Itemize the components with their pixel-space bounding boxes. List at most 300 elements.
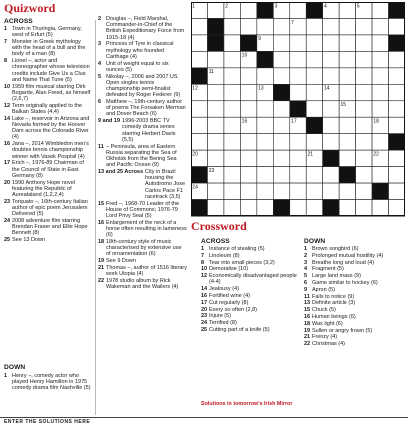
clue-text: Term originally applied to the Balkan States (4,4) [12,102,83,116]
grid-number: 12 [192,85,198,92]
grid-number: 18 [373,118,379,125]
grid-cell[interactable] [290,2,306,18]
crossword-down-list [304,246,404,348]
grid-cell[interactable] [372,18,388,34]
grid-cell[interactable] [290,51,306,67]
grid-cell[interactable] [207,2,223,18]
grid-cell[interactable] [323,183,339,199]
grid-cell[interactable] [273,167,289,183]
grid-cell[interactable] [389,101,405,117]
grid-cell[interactable] [191,101,207,117]
grid-cell[interactable] [356,134,372,150]
grid-cell[interactable] [323,167,339,183]
clue-number: 19 [304,327,311,334]
clue-item [304,280,404,286]
grid-cell[interactable] [240,167,256,183]
clue-item [98,74,187,99]
grid-cell[interactable] [257,101,273,117]
grid-cell[interactable] [207,51,223,67]
crossword-title: Crossword [191,219,247,233]
grid-cell[interactable] [224,150,240,166]
grid-cell[interactable] [290,68,306,84]
clue-number: 17 [201,299,208,306]
clue-number: 6 [304,279,308,286]
clue-text: Torquato –, 16th-century Italian author of epic poem Jerusalem Delivered (5) [12,198,88,218]
clue-item [304,266,404,272]
grid-cell[interactable] [240,18,256,34]
grid-number: 9 [258,36,261,43]
grid-cell[interactable] [372,200,388,216]
grid-cell[interactable] [191,18,207,34]
grid-cell[interactable] [389,51,405,67]
grid-block [290,101,306,117]
grid-cell[interactable] [372,84,388,100]
footer-strip: ENTER THE SOLUTIONS HERE [0,417,408,426]
crossword-down-heading: DOWN [304,238,326,245]
clue-text: Matthew –, 19th-century author of poems The Forsaken Merman and Dover Beach (6) [106,99,186,118]
grid-cell[interactable] [339,117,355,133]
clue-item [4,39,92,58]
clue-text: Jana –, 2014 Wimbledon men's doubles tennis championship winner with Vasek Pospisil (4) [12,141,89,160]
grid-cell[interactable] [339,84,355,100]
clue-item [304,328,404,334]
quizword-down-heading: DOWN [4,364,26,371]
grid-block [273,84,289,100]
clue-item [304,246,404,252]
clue-item [98,258,187,264]
clue-item [201,327,297,333]
grid-cell[interactable] [372,35,388,51]
grid-cell[interactable] [257,18,273,34]
clue-item [201,300,297,306]
grid-cell[interactable] [224,51,240,67]
grid-cell[interactable] [323,35,339,51]
grid-cell[interactable] [191,134,207,150]
grid-cell[interactable] [240,101,256,117]
grid-number: 13 [258,85,264,92]
clue-number: 14 [201,286,208,293]
grid-cell[interactable] [323,134,339,150]
clue-text: Henry –, comedy actor who played Henry Hamilton in 1975 comedy drama film Nashville (5) [12,373,91,392]
grid-cell[interactable] [224,134,240,150]
clue-text: Sullen or angry frown (5) [312,327,373,334]
clue-number: 24 [201,320,208,327]
quizword-down-list-b [98,16,187,291]
grid-cell[interactable] [339,150,355,166]
clue-text: Unit of weight equal to six ounces (5) [106,60,169,73]
section-divider [191,216,405,217]
clue-item [4,26,92,38]
grid-cell[interactable] [306,84,322,100]
grid-number: 10 [241,52,248,59]
grid-number: 21 [307,151,314,158]
clue-item [98,99,187,118]
clue-number: 23 [201,313,208,320]
clue-number: 20 [201,306,208,313]
clue-text: Apron (5) [312,286,335,293]
clue-number: 1 [4,373,8,379]
grid-cell[interactable] [306,134,322,150]
clue-text: Fragment (5) [312,266,344,273]
clue-item [201,246,297,252]
grid-cell[interactable] [372,51,388,67]
clue-item [98,144,187,169]
clue-text: Human beings (6) [312,313,356,320]
grid-cell[interactable] [207,101,223,117]
clue-item [98,61,187,73]
clue-item [98,118,187,143]
clue-number: 16 [98,219,105,226]
grid-cell[interactable] [273,68,289,84]
clue-number: 5 [98,73,102,80]
grid-cell[interactable] [290,150,306,166]
grid-cell[interactable] [224,84,240,100]
clue-item [4,116,92,141]
grid-block [207,18,223,34]
clue-number: 22 [304,341,311,348]
grid-cell[interactable] [356,200,372,216]
grid-cell[interactable] [372,68,388,84]
grid-number: 15 [340,102,347,109]
grid-block [240,35,256,51]
grid-cell[interactable] [273,150,289,166]
grid-cell[interactable] [240,200,256,216]
grid-cell[interactable] [323,51,339,67]
clue-item [304,273,404,279]
grid-cell[interactable] [356,117,372,133]
grid-cell[interactable] [389,18,405,34]
grid-cell[interactable] [356,35,372,51]
clue-text: 2008 adventure film starring Brendan Fraser and Ellie Hope Bennett (8) [12,218,88,237]
grid-cell[interactable] [339,134,355,150]
clue-text: Jealousy (4) [209,286,239,293]
clue-item [304,321,404,327]
clue-text: Cutting part of a knife (5) [209,326,270,333]
grid-cell[interactable] [290,183,306,199]
crossword-across-list [201,246,297,334]
grid-cell[interactable] [339,200,355,216]
clue-item [4,199,92,218]
grid-cell[interactable] [356,51,372,67]
grid-cell[interactable] [240,134,256,150]
grid-cell[interactable] [257,117,273,133]
grid-cell[interactable] [224,18,240,34]
grid-cell[interactable] [224,35,240,51]
grid-cell[interactable] [389,200,405,216]
clue-text: Douglas –, Field Marshal, Commander-in-Chief of the British Expeditionary Force from 1915-18 (4) [106,16,185,41]
clue-number: 8 [201,259,205,266]
grid-block [323,150,339,166]
clue-text: Chuck (5) [312,307,336,314]
clue-text: Enlargement of the neck of a horse often resulting in lameness (6) [106,219,187,239]
clue-number: 10 [4,83,11,90]
clue-item [4,237,92,243]
clue-number: 4 [304,266,308,273]
clue-text: Economically disadvantaged people (4-4) [209,273,297,286]
clue-item [98,169,187,200]
grid-block [191,167,207,183]
clue-item [304,260,404,266]
clue-item [4,84,92,103]
grid-cell[interactable] [372,167,388,183]
grid-cell[interactable] [224,200,240,216]
clue-number: 11 [304,293,310,300]
grid-cell[interactable] [356,84,372,100]
clue-number: 16 [4,141,11,148]
grid-cell[interactable] [356,18,372,34]
clue-text: Princess of Tyre in classical mythology who founded Carthage (4) [106,41,174,60]
clue-number: 16 [304,313,311,320]
clue-item [304,253,404,259]
clue-item [4,141,92,160]
clue-text: Fails to notice (9) [312,293,355,300]
grid-cell[interactable] [356,183,372,199]
grid-cell[interactable] [224,101,240,117]
grid-cell[interactable] [240,68,256,84]
grid-cell[interactable] [290,200,306,216]
grid-cell[interactable] [306,101,322,117]
grid-cell[interactable] [389,167,405,183]
quizword-down-list-a [4,373,92,392]
grid-cell[interactable] [356,167,372,183]
grid-cell[interactable] [323,18,339,34]
clue-item [201,253,297,259]
grid-cell[interactable] [273,18,289,34]
grid-number: 25 [323,200,330,207]
grid-cell[interactable] [257,150,273,166]
solutions-note: Solutions in tomorrow's Irish Mirror [201,401,293,407]
clue-item [4,180,92,199]
clue-item [98,239,187,258]
grid-cell[interactable] [224,167,240,183]
clue-number: 24 [4,218,11,225]
grid-cell[interactable] [306,167,322,183]
grid-number: 14 [323,85,330,92]
clue-text: Breathe long and loud (4) [312,259,375,266]
grid-cell[interactable] [290,35,306,51]
grid-cell[interactable] [372,134,388,150]
clue-text: Large land mass (9) [312,273,361,280]
grid-number: 23 [208,167,215,174]
grid-cell[interactable] [339,2,355,18]
grid-number: 22 [373,151,379,158]
grid-cell[interactable] [273,35,289,51]
grid-number: 5 [356,3,360,10]
grid-cell[interactable] [306,18,322,34]
grid-cell[interactable] [273,117,289,133]
grid-cell[interactable] [339,68,355,84]
clue-item [201,273,297,285]
clue-item [4,103,92,115]
grid-cell[interactable] [224,68,240,84]
grid-cell[interactable] [306,200,322,216]
clue-item [201,286,297,292]
grid-cell[interactable] [306,68,322,84]
clue-item [98,220,187,239]
grid-cell[interactable] [273,101,289,117]
grid-cell[interactable] [356,150,372,166]
grid-number: 24 [192,184,198,191]
grid-cell[interactable] [372,2,388,18]
clue-number: 11 [98,143,104,150]
grid-cell[interactable] [257,183,273,199]
clue-text: Monster in Greek mythology with the head of a bull and the body of a man (8) [12,39,86,58]
clue-text: See 9 Down [106,258,136,265]
column-divider [95,20,96,415]
grid-cell[interactable] [356,68,372,84]
clue-number: 5 [304,273,308,280]
grid-number: 1 [192,3,196,10]
grid-cell[interactable] [240,2,256,18]
grid-block [306,2,322,18]
clue-item [201,307,297,313]
grid-cell[interactable] [257,200,273,216]
clue-item [98,16,187,41]
grid-cell[interactable] [224,183,240,199]
grid-block [372,183,388,199]
grid-cell[interactable] [273,183,289,199]
grid-cell[interactable] [207,183,223,199]
grid-cell[interactable] [372,101,388,117]
grid-cell[interactable] [323,117,339,133]
clue-item [98,278,187,290]
grid-cell[interactable] [389,150,405,166]
clue-text: Frenzy (4) [312,334,338,341]
quizword-title: Quizword [4,1,56,15]
grid-cell[interactable] [389,84,405,100]
clue-item [304,287,404,293]
grid-cell[interactable] [224,117,240,133]
grid-cell[interactable] [191,51,207,67]
clue-item [201,320,297,326]
grid-cell[interactable] [191,117,207,133]
clue-item [304,294,404,300]
clue-text: Definite article (3) [312,300,356,307]
clue-item [201,260,297,266]
grid-cell[interactable] [257,167,273,183]
grid-block [389,134,405,150]
clue-number: 16 [201,292,208,299]
grid-cell[interactable] [273,51,289,67]
clue-text: 1959 film musical starring Dirk Bogarde, Alan Freed, as himself (2,6,7) [12,83,91,103]
grid-cell[interactable] [240,183,256,199]
quizword-across-list [4,26,92,244]
grid-number: 20 [192,151,198,158]
clue-number: 13 and 25 Across [98,169,144,176]
grid-number: 16 [241,118,248,125]
crossword-grid[interactable] [191,2,405,216]
grid-cell[interactable] [207,150,223,166]
clue-number: 2 [304,252,308,259]
clue-item [201,313,297,319]
grid-block [273,200,289,216]
clue-number: 8 [4,58,8,65]
clue-text: Demoralise (10) [209,266,249,273]
clue-item [98,265,187,277]
clue-item [304,334,404,340]
grid-cell[interactable] [191,35,207,51]
grid-cell[interactable] [207,200,223,216]
grid-number: 11 [208,69,214,76]
crossword-across-heading: ACROSS [201,238,230,245]
clue-item [4,160,92,179]
grid-cell[interactable] [389,183,405,199]
clue-item [98,201,187,220]
grid-cell[interactable] [290,134,306,150]
clue-number: 19 [98,258,105,265]
clue-item [304,314,404,320]
grid-number: 3 [274,3,278,10]
clue-number: 23 [4,198,11,205]
grid-cell[interactable] [323,101,339,117]
grid-cell[interactable] [306,51,322,67]
grid-cell[interactable] [356,101,372,117]
clue-item [4,218,92,237]
clue-text: Every so often (2,8) [209,306,257,313]
grid-block [191,68,207,84]
grid-cell[interactable] [339,35,355,51]
grid-cell[interactable] [207,117,223,133]
clue-text: Christmas (4) [312,341,346,348]
grid-block [306,117,322,133]
grid-number: 7 [291,19,294,26]
grid-cell[interactable] [290,167,306,183]
clue-number: 10 [201,266,208,273]
grid-cell[interactable] [323,68,339,84]
grid-cell[interactable] [207,84,223,100]
clue-number: 17 [4,160,11,167]
grid-block [257,2,273,18]
clue-text: Brown songbird (6) [312,246,359,252]
grid-cell[interactable] [339,18,355,34]
clue-text: Prolonged mutual hostility (4) [312,252,384,259]
grid-cell[interactable] [240,84,256,100]
grid-cell[interactable] [339,183,355,199]
clue-number: 18 [304,320,311,327]
clue-text: Town in Thuringia, Germany, west of Erfurt (5) [12,26,82,39]
grid-cell[interactable] [240,150,256,166]
grid-cell[interactable] [207,134,223,150]
clue-number: 6 [98,99,102,106]
clue-text: Lake –, reservoir in Arizona and Nevada formed by the Hoover Dam across the Colorado River (4) [12,115,90,141]
clue-text: Fortified wine (4) [209,292,250,299]
clue-text: See 13 Down [12,237,46,244]
clue-number: 1 [304,246,308,252]
clue-number: 12 [4,102,11,109]
grid-number: 6 [389,3,393,10]
grid-block [257,51,273,67]
clue-item [304,341,404,347]
clue-item [201,293,297,299]
clue-item [4,373,92,392]
clue-text: 1990 Anthony Hope novel featuring the Republic of Aureataland (1,2,2,4) [12,179,75,199]
grid-cell[interactable] [339,51,355,67]
clue-number: 3 [304,259,308,266]
clue-text: City in Brazil housing the Autodromo Jose Carlos Pace F1 racetrack (3,5) [145,169,186,200]
grid-cell[interactable] [389,68,405,84]
grid-block [191,200,207,216]
grid-cell[interactable] [257,68,273,84]
clue-text: Erich –, 1976-89 Chairman of the Council of State in East Germany (8) [12,160,84,179]
clue-item [4,58,92,83]
grid-cell[interactable] [389,117,405,133]
grid-cell[interactable] [257,134,273,150]
grid-cell[interactable] [290,84,306,100]
grid-cell[interactable] [273,134,289,150]
grid-cell[interactable] [306,35,322,51]
clue-item [201,266,297,272]
grid-cell[interactable] [306,183,322,199]
